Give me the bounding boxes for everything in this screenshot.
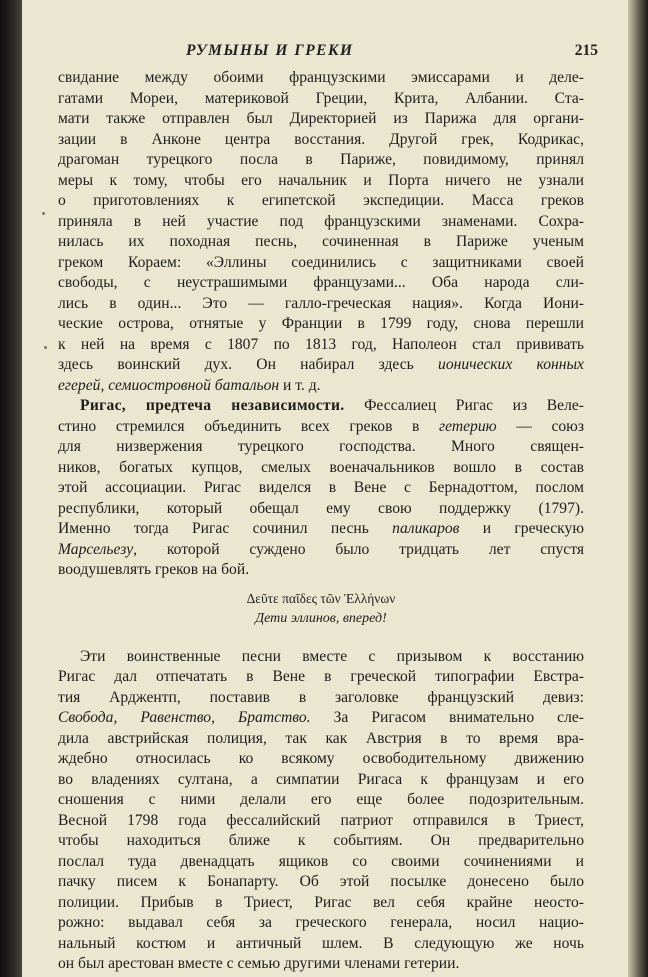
italic-text: гетерию bbox=[439, 417, 497, 435]
text-line: меры к тому, чтобы его начальник и Порта ничего не узнали bbox=[58, 171, 584, 189]
text-line: ческие острова, отнятые у Франции в 1799 году, снова перешли bbox=[58, 315, 584, 332]
page-text bbox=[58, 68, 584, 975]
text-line: свидание между обоими французскими эмиссарами и деле- bbox=[58, 69, 584, 86]
spacer bbox=[58, 630, 584, 647]
text-line: он был арестован вместе с семью другими членами гетерии. bbox=[58, 955, 460, 972]
text-run: и т. д. bbox=[279, 376, 321, 394]
italic-text: паликаров bbox=[392, 520, 460, 537]
text-line: свободы, с неустрашимыми французами... Оба народа сли- bbox=[58, 274, 584, 291]
text-run: Фессалиец Ригас из Веле- bbox=[344, 397, 585, 414]
text-line: Ригас дал отпечатать в Вене в греческой типографии Евстра- bbox=[58, 668, 584, 685]
text-line: лись в один... Это — галло-греческая нация». Когда Иони- bbox=[58, 294, 584, 312]
paragraph-2 bbox=[58, 396, 584, 581]
text-line bbox=[58, 417, 584, 438]
greek-verse: Δεῦτε παῖδες τῶν Ἑλλήνων bbox=[246, 590, 396, 606]
text-line bbox=[58, 708, 584, 729]
russian-verse: Дети эллинов, вперед! bbox=[255, 611, 387, 626]
text-line: рожно: выдавал себя за греческого генерала, носил нацио- bbox=[58, 914, 584, 931]
text-line: Эти воинственные песни вместе с призывом к восстанию bbox=[80, 647, 584, 665]
text-run: Именно тогда Ригас сочинил песнь bbox=[58, 520, 393, 537]
text-line: послал туда двенадцать ящиков со своими сочинениями и bbox=[58, 852, 584, 870]
text-line: ждебно относилась ко всякому освободительному движению bbox=[58, 750, 584, 767]
italic-text: ионических конных bbox=[438, 356, 584, 373]
text-line bbox=[58, 519, 584, 540]
paragraph-3 bbox=[58, 647, 584, 975]
italic-text: Марсельезу bbox=[58, 540, 134, 558]
text-line bbox=[58, 396, 584, 417]
page-header bbox=[186, 42, 598, 60]
text-line: к ней на время с 1807 по 1813 год, Наполеон стал прививать bbox=[58, 335, 584, 353]
text-line: драгоман турецкого посла в Париже, повидимому, принял bbox=[58, 151, 584, 168]
text-line: пачку писем к Бонапарту. Об этой посылке донесено было bbox=[58, 873, 584, 890]
text-line: тия Арджентп, поставив в заголовке французский девиз: bbox=[58, 688, 584, 706]
text-line: сношения с ними делали его еще более подозрительным. bbox=[58, 791, 584, 808]
text-line: этой ассоциации. Ригас виделся в Вене с Бернадоттом, послом bbox=[58, 479, 584, 496]
text-run: — союз bbox=[496, 417, 584, 435]
text-line: зации в Анконе центра восстания. Другой грек, Кодрикас, bbox=[58, 130, 584, 148]
text-run: , которой суждено было тридцать лет спустя bbox=[133, 540, 584, 558]
text-line: полиции. Прибыв в Триест, Ригас вел себя крайне неосто- bbox=[58, 893, 584, 911]
text-line: чтобы находиться ближе к событиям. Он предварительно bbox=[58, 832, 584, 849]
running-title: РУМЫНЫ И ГРЕКИ bbox=[186, 42, 354, 59]
text-line bbox=[58, 376, 584, 397]
text-line: дила австрийская полиция, так как Австрия в то время вра- bbox=[58, 729, 584, 747]
italic-text: Свобода, Равенство, Братство. bbox=[58, 709, 311, 726]
text-line bbox=[58, 355, 584, 376]
page-edge-shadow bbox=[628, 0, 648, 977]
text-run: За Ригасом внимательно сле- bbox=[310, 709, 584, 726]
paper-speck bbox=[42, 212, 45, 215]
text-line: республики, который обещал ему свою поддержку (1797). bbox=[58, 499, 584, 517]
text-line: Весной 1798 года фессалийский патриот отправился в Триест, bbox=[58, 811, 584, 829]
text-line: для низвержения турецкого господства. Много священ- bbox=[58, 438, 584, 455]
text-line: греком Кораем: «Эллины соединились с защитниками своей bbox=[58, 253, 584, 271]
text-run: и греческую bbox=[459, 520, 584, 537]
paper-speck bbox=[44, 346, 47, 349]
text-line: гатами Мореи, материковой Греции, Крита, Албании. Ста- bbox=[58, 89, 584, 107]
text-line: нальный костюм и античный шлем. В следующую же ночь bbox=[58, 934, 584, 952]
text-line bbox=[58, 540, 584, 561]
text-run: стино стремился объединить всех греков в bbox=[58, 417, 440, 435]
paragraph-1 bbox=[58, 68, 584, 396]
text-line: во владениях султана, а симпатии Ригаса к французам и его bbox=[58, 770, 584, 788]
text-line: нилась их походная песнь, сочиненная в Париже ученым bbox=[58, 233, 584, 250]
section-heading: Ригас, предтеча независимости. bbox=[80, 397, 345, 414]
text-run: здесь воинский дух. Он набирал здесь bbox=[58, 356, 439, 373]
text-line: ников, богатых купцов, смелых военачальников вошло в состав bbox=[58, 458, 584, 476]
page-number: 215 bbox=[574, 42, 598, 59]
text-line: о приготовлениях к египетской экспедиции. Масса греков bbox=[58, 192, 584, 209]
italic-text: егерей, семиостровной батальон bbox=[58, 376, 280, 394]
verse-quote bbox=[58, 589, 584, 630]
text-line: мати также отправлен был Директорией из Парижа для органи- bbox=[58, 110, 584, 127]
book-spine-shadow bbox=[0, 0, 22, 977]
text-line: воодушевлять греков на бой. bbox=[58, 561, 250, 578]
text-line: приняла в ней участие под французскими знаменами. Сохра- bbox=[58, 212, 584, 230]
